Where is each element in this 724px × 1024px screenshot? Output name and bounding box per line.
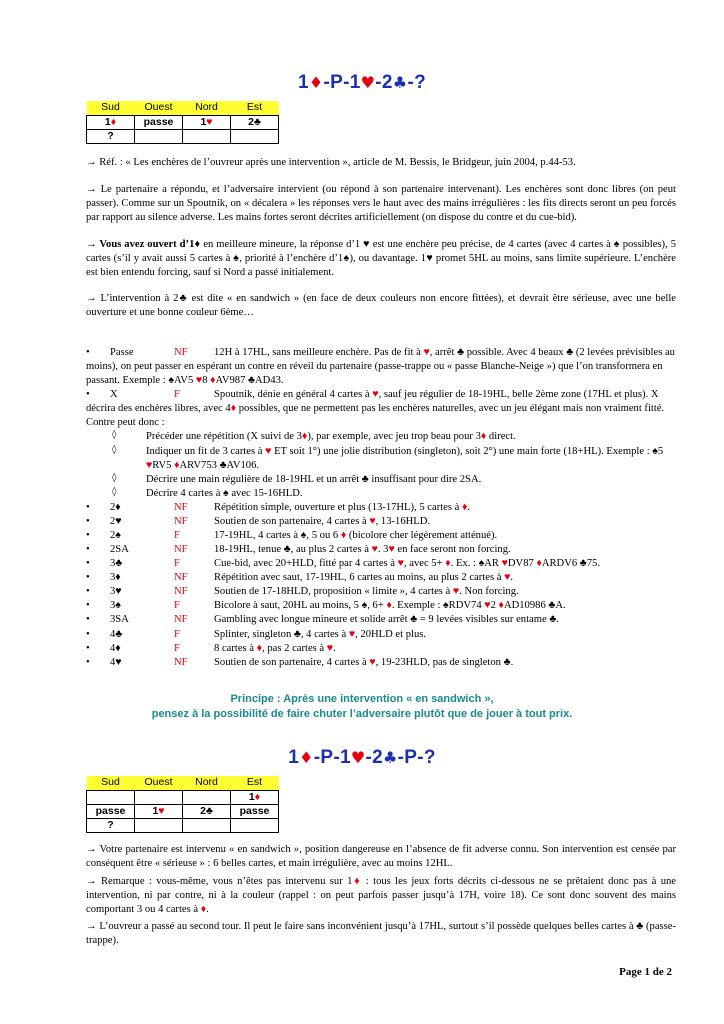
x-sub-item: ◊ Indiquer un fit de 3 cartes à ♥ ET soit 1°) une jolie distribution (singleton), soit 2°) une main forte (18+HL). Exemple : ♠5 ♥RV5 ♦ARV753 ♣AV106. (112, 444, 664, 471)
bid-row: • 4♦ F 8 cartes à ♦, pas 2 cartes à ♥. (86, 642, 336, 654)
bid-row: • 2SA NF 18-19HL, tenue ♣, au plus 2 cartes à ♥. 3♥ en face seront non forcing. (86, 544, 511, 556)
x-sub-item: ◊ Décrire une main régulière de 18-19HL et un arrêt ♣ insuffisant pour dire 2SA. (112, 472, 482, 485)
bid-row: • 3♥ NF Soutien de 17-18HLD, proposition « limite », 4 cartes à ♥. Non forcing. (86, 586, 519, 598)
bid-row: • 3SA NF Gambling avec longue mineure et solide arrêt ♣ = 9 levées visibles sur entame ♣. (86, 614, 559, 626)
bid-row: • 2♥ NF Soutien de son partenaire, 4 cartes à ♥, 13-16HLD. (86, 515, 431, 527)
bid-list (86, 346, 686, 670)
section2-paragraph-3: → L’ouvreur a passé au second tour. Il peut le faire sans inconvénient jusqu’à 17HL, surtout s’il possède quelques belles cartes à ♣ (passe-trappe). (86, 921, 676, 947)
header-ouest: Ouest (135, 101, 183, 115)
bid-row: • 3♠ F Bicolore à saut, 20HL au moins, 5 ♠, 6+ ♦. Exemple : ♠RDV74 ♥2 ♦AD10986 ♣A. (86, 600, 566, 612)
header-nord: Nord (183, 101, 231, 115)
opening-paragraph: → Vous avez ouvert d’1♦ en meilleure mineure, la réponse d’1 ♥ est une enchère peu précise, de 4 cartes (avec 4 cartes à ♠ possibles), 5 cartes (s’il y avait aussi 5 cartes à ♠, priorité à l’enchère d’1♠), ou davantage. 1♥ promet 5HL au moins, sans limite supérieure. L’enchère est bien entendu forcing, sauf si Nord a passé initialement. (86, 239, 676, 279)
x-sub-item: ◊ Précéder une répétition (X suivi de 3♦), par exemple, avec jeu trop beau pour 3♦ direct. (112, 430, 516, 443)
section2-paragraph-1: → Votre partenaire est intervenu « en sandwich », position dangereuse en l’absence de fit adverse connu. Son intervention est censée par conséquent être « sérieuse » : 6 belles cartes, et main irrégulière, avec au moins 12HL. (86, 844, 676, 870)
cell-est: 2♣ (231, 115, 279, 129)
cell-ouest: passe (135, 115, 183, 129)
section1-title: 1♦-P-1♥-2♣-? (298, 72, 426, 93)
sandwich-paragraph: → L’intervention à 2♣ est dite « en sandwich » (en face de deux couleurs non encore fittées), et devrait être sérieuse, avec une belle ouverture et une bonne couleur 6ème… (86, 293, 676, 319)
bid-row: • 2♦ NF Répétition simple, ouverture et plus (13-17HL), 5 cartes à ♦. (86, 501, 471, 513)
cell-sud: 1♦ (87, 115, 135, 129)
bidding-table-2: Sud Ouest Nord Est 1♦ passe 1♥ 2♣ passe ? (86, 776, 279, 833)
bid-row: • 3♦ NF Répétition avec saut, 17-19HL, 6 cartes au moins, au plus 2 cartes à ♥. (86, 572, 514, 584)
cell-nord: 1♥ (183, 115, 231, 129)
principle-note: Principe : Après une intervention « en sandwich », pensez à la possibilité de faire chuter l’adversaire plutôt que de jouer à tout prix. (151, 693, 573, 720)
header-est: Est (231, 101, 279, 115)
intro-paragraph: → Le partenaire a répondu, et l’adversaire intervient (ou répond à son partenaire intervenant). Les enchères sont donc libres (on peut passer). Comme sur un Spoutnik, on « décalera » les réponses vers le haut avec des mains irrégulières : les fits directs seront un peu forcés par rapport au silence adverse. Les mains fortes seront décrites artificiellement (on dispose du contre et du cue-bid). (86, 184, 676, 224)
bid-row: • 2♠ F 17-19HL, 4 cartes à ♠, 5 ou 6 ♦ (bicolore cher légèrement atténué). (86, 530, 498, 542)
bid-row: • 4♥ NF Soutien de son partenaire, 4 cartes à ♥, 19-23HLD, pas de singleton ♣. (86, 656, 514, 668)
bid-row-x: • X F Spoutnik, dénie en général 4 cartes à ♥, sauf jeu régulier de 18-19HL, belle 2ème zone (17HL et plus). X décrira des enchères libres, avec 4♦ possibles, que ne permettent pas les enchères naturelles, avec un jeu élégant mais non vraiment fitté. Contre peut donc : (86, 389, 665, 429)
bid-row: • 3♣ F Cue-bid, avec 20+HLD, fitté par 4 cartes à ♥, avec 5+ ♦. Ex. : ♠AR ♥DV87 ♦ARDV6 ♣75. (86, 558, 601, 570)
page-number: Page 1 de 2 (619, 966, 672, 978)
bid-row: • 4♣ F Splinter, singleton ♣, 4 cartes à ♥, 20HLD et plus. (86, 628, 427, 640)
cell-sud-question: ? (87, 129, 135, 143)
section2-paragraph-2: → Remarque : vous-même, vous n’êtes pas intervenu sur 1♦ : tous les jeux forts décrits ci-dessous ne se prêtaient donc pas à une intervention, ni par contre, ni à la couleur (rappel : on peut parfois passer jusqu’à 17H, voire 18). Ce sont donc souvent des mains comportant 3 ou 4 cartes à ♦. (86, 876, 676, 916)
bidding-table-1 (86, 101, 279, 144)
section2-title: 1♦-P-1♥-2♣-P-? (288, 747, 436, 768)
reference-paragraph: → Réf. : « Les enchères de l’ouvreur après une intervention », article de M. Bessis, le Bridgeur, juin 2004, p.44-53. (86, 157, 576, 168)
bid-row-passe: • Passe NF 12H à 17HL, sans meilleure enchère. Pas de fit à ♥, arrêt ♣ possible. Avec 4 beaux ♣ (2 levées prévisibles au moins), on peut passer en espérant un contre en réveil du partenaire (passe-trappe ou « passe Blanche-Neige ») que l’on transformera en passant. Exemple : ♠AV5 ♥8 ♦AV987 ♣AD43. (86, 347, 675, 387)
x-sub-item: ◊ Décrire 4 cartes à ♠ avec 15-16HLD. (112, 486, 303, 499)
header-sud: Sud (87, 101, 135, 115)
